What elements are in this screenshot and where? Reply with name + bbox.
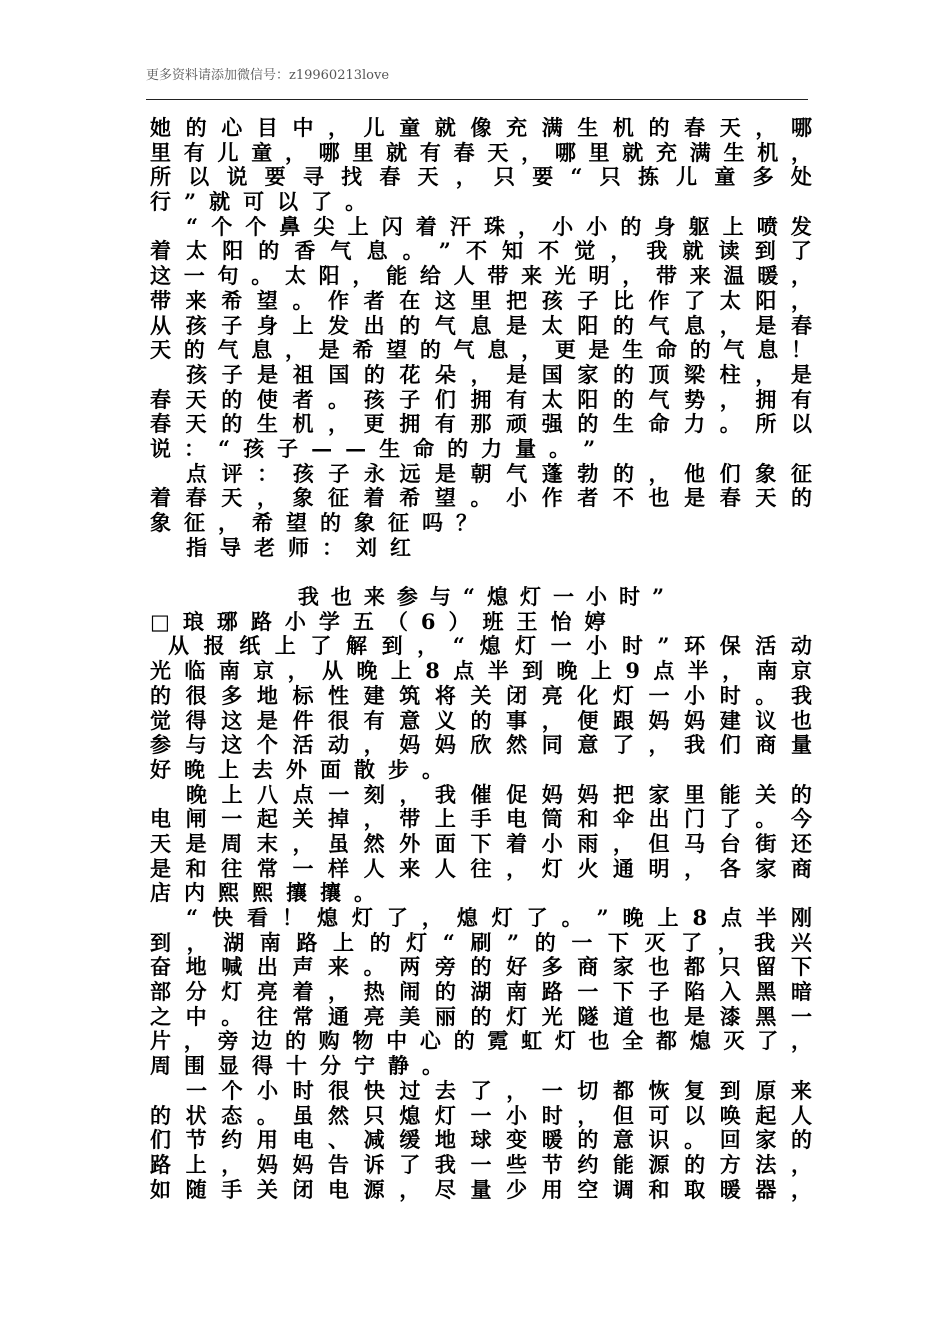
text-line: 所 以 说 要 寻 找 春 天 ， 只 要 “ 只 拣 儿 童 多 处: [150, 164, 812, 190]
text-line: 行 ” 就 可 以 了 。: [150, 189, 367, 215]
essay-spring-review: [150, 116, 812, 560]
text-line: 之 中 。 往 常 通 亮 美 丽 的 灯 光 隧 道 也 是 漆 黑 一: [150, 1003, 812, 1029]
text-line: 她 的 心 目 中 ， 儿 童 就 像 充 满 生 机 的 春 天 ， 哪: [150, 115, 812, 140]
text-line: 到 ， 湖 南 路 上 的 灯 “ 刷 ” 的 一 下 灭 了 ， 我 兴: [150, 929, 812, 955]
text-line: 参 与 这 个 活 动 ， 妈 妈 欣 然 同 意 了 ， 我 们 商 量: [150, 732, 812, 758]
text-line: 春 天 的 生 机 ， 更 拥 有 那 顽 强 的 生 命 力 。 所 以: [150, 411, 812, 437]
text-line: 电 闸 一 起 关 掉 ， 带 上 手 电 筒 和 伞 出 门 了 。 今: [150, 806, 812, 832]
text-line: 天 是 周 末 ， 虽 然 外 面 下 着 小 雨 ， 但 马 台 街 还: [150, 830, 812, 856]
text-line: 觉 得 这 是 件 很 有 意 义 的 事 ， 便 跟 妈 妈 建 议 也: [150, 707, 812, 733]
text-line: 指 导 老 师 ： 刘 红: [186, 534, 411, 560]
text-line: 奋 地 喊 出 声 来 。 两 旁 的 好 多 商 家 也 都 只 留 下: [150, 954, 812, 980]
essay-earth-hour: [150, 634, 812, 1202]
text-line: 部 分 灯 亮 着 ， 热 闹 的 湖 南 路 一 下 子 陷 入 黑 暗: [150, 979, 812, 1005]
text-line: 点 评 ： 孩 子 永 远 是 朝 气 蓬 勃 的 ， 他 们 象 征: [186, 460, 812, 486]
text-line: 里 有 儿 童 ， 哪 里 就 有 春 天 ， 哪 里 就 充 满 生 机 ，: [150, 139, 812, 165]
text-line: 光 临 南 京 ， 从 晚 上 8 点 半 到 晚 上 9 点 半 ， 南 京: [150, 658, 812, 684]
text-line: 们 节 约 用 电 、 减 缓 地 球 变 暖 的 意 识 。 回 家 的: [150, 1127, 812, 1153]
text-line: 从 报 纸 上 了 解 到 ， “ 熄 灯 一 小 时 ” 环 保 活 动: [168, 633, 812, 659]
text-line: 象 征 ， 希 望 的 象 征 吗 ？: [150, 510, 477, 535]
text-line: 周 围 显 得 十 分 宁 静 。: [150, 1053, 443, 1079]
text-line: 一 个 小 时 很 快 过 去 了 ， 一 切 都 恢 复 到 原 来: [186, 1077, 812, 1103]
essay-title: 我 也 来 参 与 “ 熄 灯 一 小 时 ”: [297, 584, 665, 610]
text-line: “ 快 看 ！ 熄 灯 了 ， 熄 灯 了 。 ” 晚 上 8 点 半 刚: [186, 905, 812, 930]
text-line: 路 上 ， 妈 妈 告 诉 了 我 一 些 节 约 能 源 的 方 法 ，: [150, 1151, 812, 1177]
text-line: 带 来 希 望 。 作 者 在 这 里 把 孩 子 比 作 了 太 阳 ，: [150, 287, 812, 313]
text-line: 的 很 多 地 标 性 建 筑 将 关 闭 亮 化 灯 一 小 时 。 我: [150, 682, 812, 708]
text-line: 春 天 的 使 者 。 孩 子 们 拥 有 太 阳 的 气 势 ， 拥 有: [150, 386, 812, 412]
text-line: 好 晚 上 去 外 面 散 步 。: [150, 756, 443, 782]
text-line: 店 内 熙 熙 攘 攘 。: [150, 880, 375, 906]
text-line: 片 ， 旁 边 的 购 物 中 心 的 霓 虹 灯 也 全 都 熄 灭 了 ，: [150, 1028, 812, 1054]
text-line: “ 个 个 鼻 尖 上 闪 着 汗 珠 ， 小 小 的 身 躯 上 喷 发: [186, 213, 812, 239]
text-line: 这 一 句 。 太 阳 ， 能 给 人 带 来 光 明 ， 带 来 温 暖 ，: [150, 263, 812, 289]
document-body: [150, 116, 812, 1202]
text-line: 着 太 阳 的 香 气 息 。 ” 不 知 不 觉 ， 我 就 读 到 了: [150, 238, 812, 264]
essay-byline: □ 琅 琊 路 小 学 五 （ 6 ） 班 王 怡 婷: [150, 608, 606, 634]
text-line: 是 和 往 常 一 样 人 来 人 往 ， 灯 火 通 明 ， 各 家 商: [150, 855, 812, 881]
header-note: 更多资料请添加微信号：z19960213love: [146, 68, 390, 83]
text-line: 说 ： “ 孩 子 — — 生 命 的 力 量 。 ”: [150, 435, 596, 461]
header-divider: [146, 99, 808, 100]
text-line: 晚 上 八 点 一 刻 ， 我 催 促 妈 妈 把 家 里 能 关 的: [186, 781, 812, 807]
text-line: 天 的 气 息 ， 是 希 望 的 气 息 ， 更 是 生 命 的 气 息 ！: [150, 337, 812, 363]
text-line: 如 随 手 关 闭 电 源 ， 尽 量 少 用 空 调 和 取 暖 器 ，: [150, 1176, 812, 1202]
section-gap: [150, 560, 812, 585]
text-line: 的 状 态 。 虽 然 只 熄 灯 一 小 时 ， 但 可 以 唤 起 人: [150, 1102, 812, 1128]
text-line: 着 春 天 ， 象 征 着 希 望 。 小 作 者 不 也 是 春 天 的: [150, 485, 812, 511]
text-line: 孩 子 是 祖 国 的 花 朵 ， 是 国 家 的 顶 梁 柱 ， 是: [186, 361, 812, 387]
text-line: 从 孩 子 身 上 发 出 的 气 息 是 太 阳 的 气 息 ， 是 春: [150, 312, 812, 338]
